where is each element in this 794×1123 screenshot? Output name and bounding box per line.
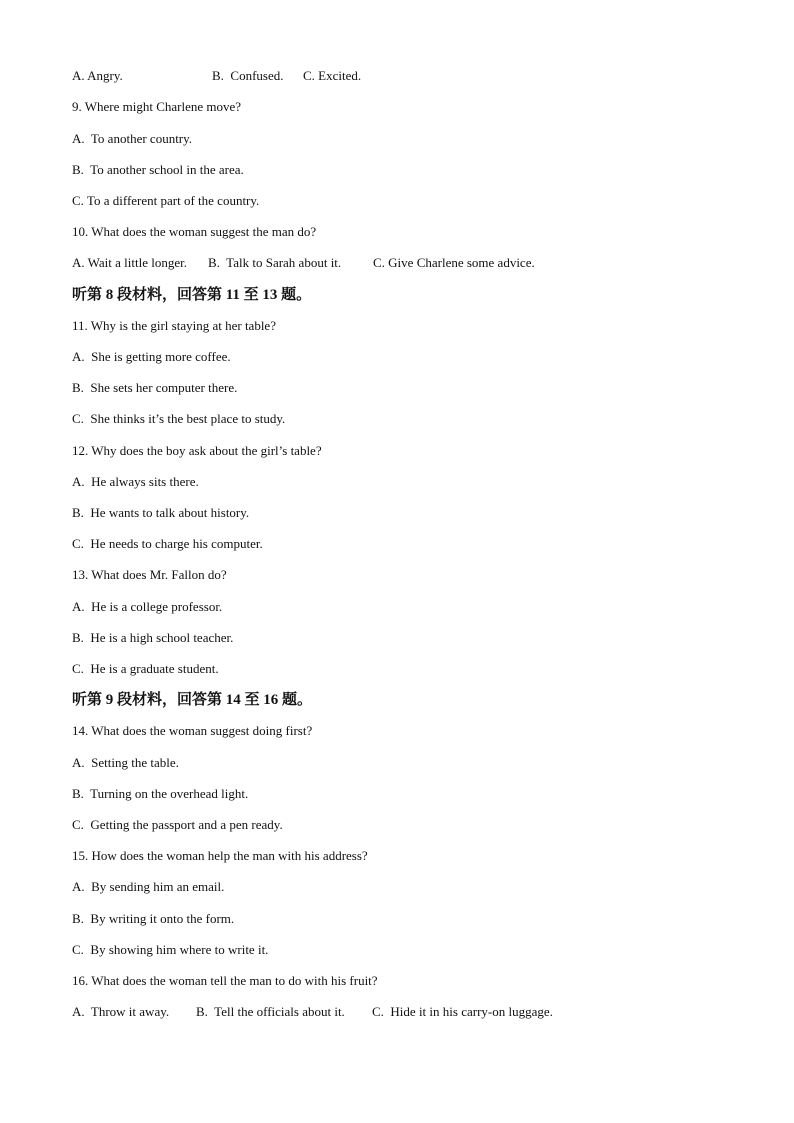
q11-option-a: A. She is getting more coffee. [72,349,231,364]
q16-option-c: C. Hide it in his carry-on luggage. [372,1004,553,1019]
q14-option-c: C. Getting the passport and a pen ready. [72,817,283,832]
q9-question: 9. Where might Charlene move? [72,99,242,114]
q12-option-b: B. He wants to talk about history. [72,505,250,520]
q12-option-c: C. He needs to charge his computer. [72,536,263,551]
q12-question: 12. Why does the boy ask about the girl’s table? [72,443,322,458]
section-9-heading: 听第 9 段材料，回答第 14 至 16 题。 [72,692,313,708]
section-8-heading: 听第 8 段材料，回答第 11 至 13 题。 [72,287,312,303]
q16-option-a: A. Throw it away. [72,1004,170,1019]
q13-option-b: B. He is a high school teacher. [72,630,234,645]
q16-option-b: B. Tell the officials about it. [196,1004,345,1019]
q11-option-b: B. She sets her computer there. [72,380,238,395]
q14-question: 14. What does the woman suggest doing first? [72,723,313,738]
q15-option-c: C. By showing him where to write it. [72,942,269,957]
q9-option-a: A. To another country. [72,131,193,146]
q10-option-b: B. Talk to Sarah about it. [208,255,342,270]
q13-option-a: A. He is a college professor. [72,599,223,614]
q8-option-a: A. Angry. [72,68,123,83]
q10-option-c: C. Give Charlene some advice. [373,255,535,270]
q15-question: 15. How does the woman help the man with his address? [72,848,368,863]
q15-option-a: A. By sending him an email. [72,879,225,894]
q13-question: 13. What does Mr. Fallon do? [72,567,227,582]
q9-option-c: C. To a different part of the country. [72,193,260,208]
q11-question: 11. Why is the girl staying at her table? [72,318,276,333]
q8-option-b: B. Confused. [212,68,284,83]
q14-option-a: A. Setting the table. [72,755,179,770]
q9-option-b: B. To another school in the area. [72,162,244,177]
q13-option-c: C. He is a graduate student. [72,661,219,676]
q10-question: 10. What does the woman suggest the man do? [72,224,317,239]
q11-option-c: C. She thinks it’s the best place to study. [72,411,286,426]
q8-option-c: C. Excited. [303,68,362,83]
q10-option-a: A. Wait a little longer. [72,255,187,270]
q14-option-b: B. Turning on the overhead light. [72,786,249,801]
q16-question: 16. What does the woman tell the man to do with his fruit? [72,973,378,988]
q16-options-row [72,1004,553,1068]
q15-option-b: B. By writing it onto the form. [72,911,235,926]
q12-option-a: A. He always sits there. [72,474,199,489]
